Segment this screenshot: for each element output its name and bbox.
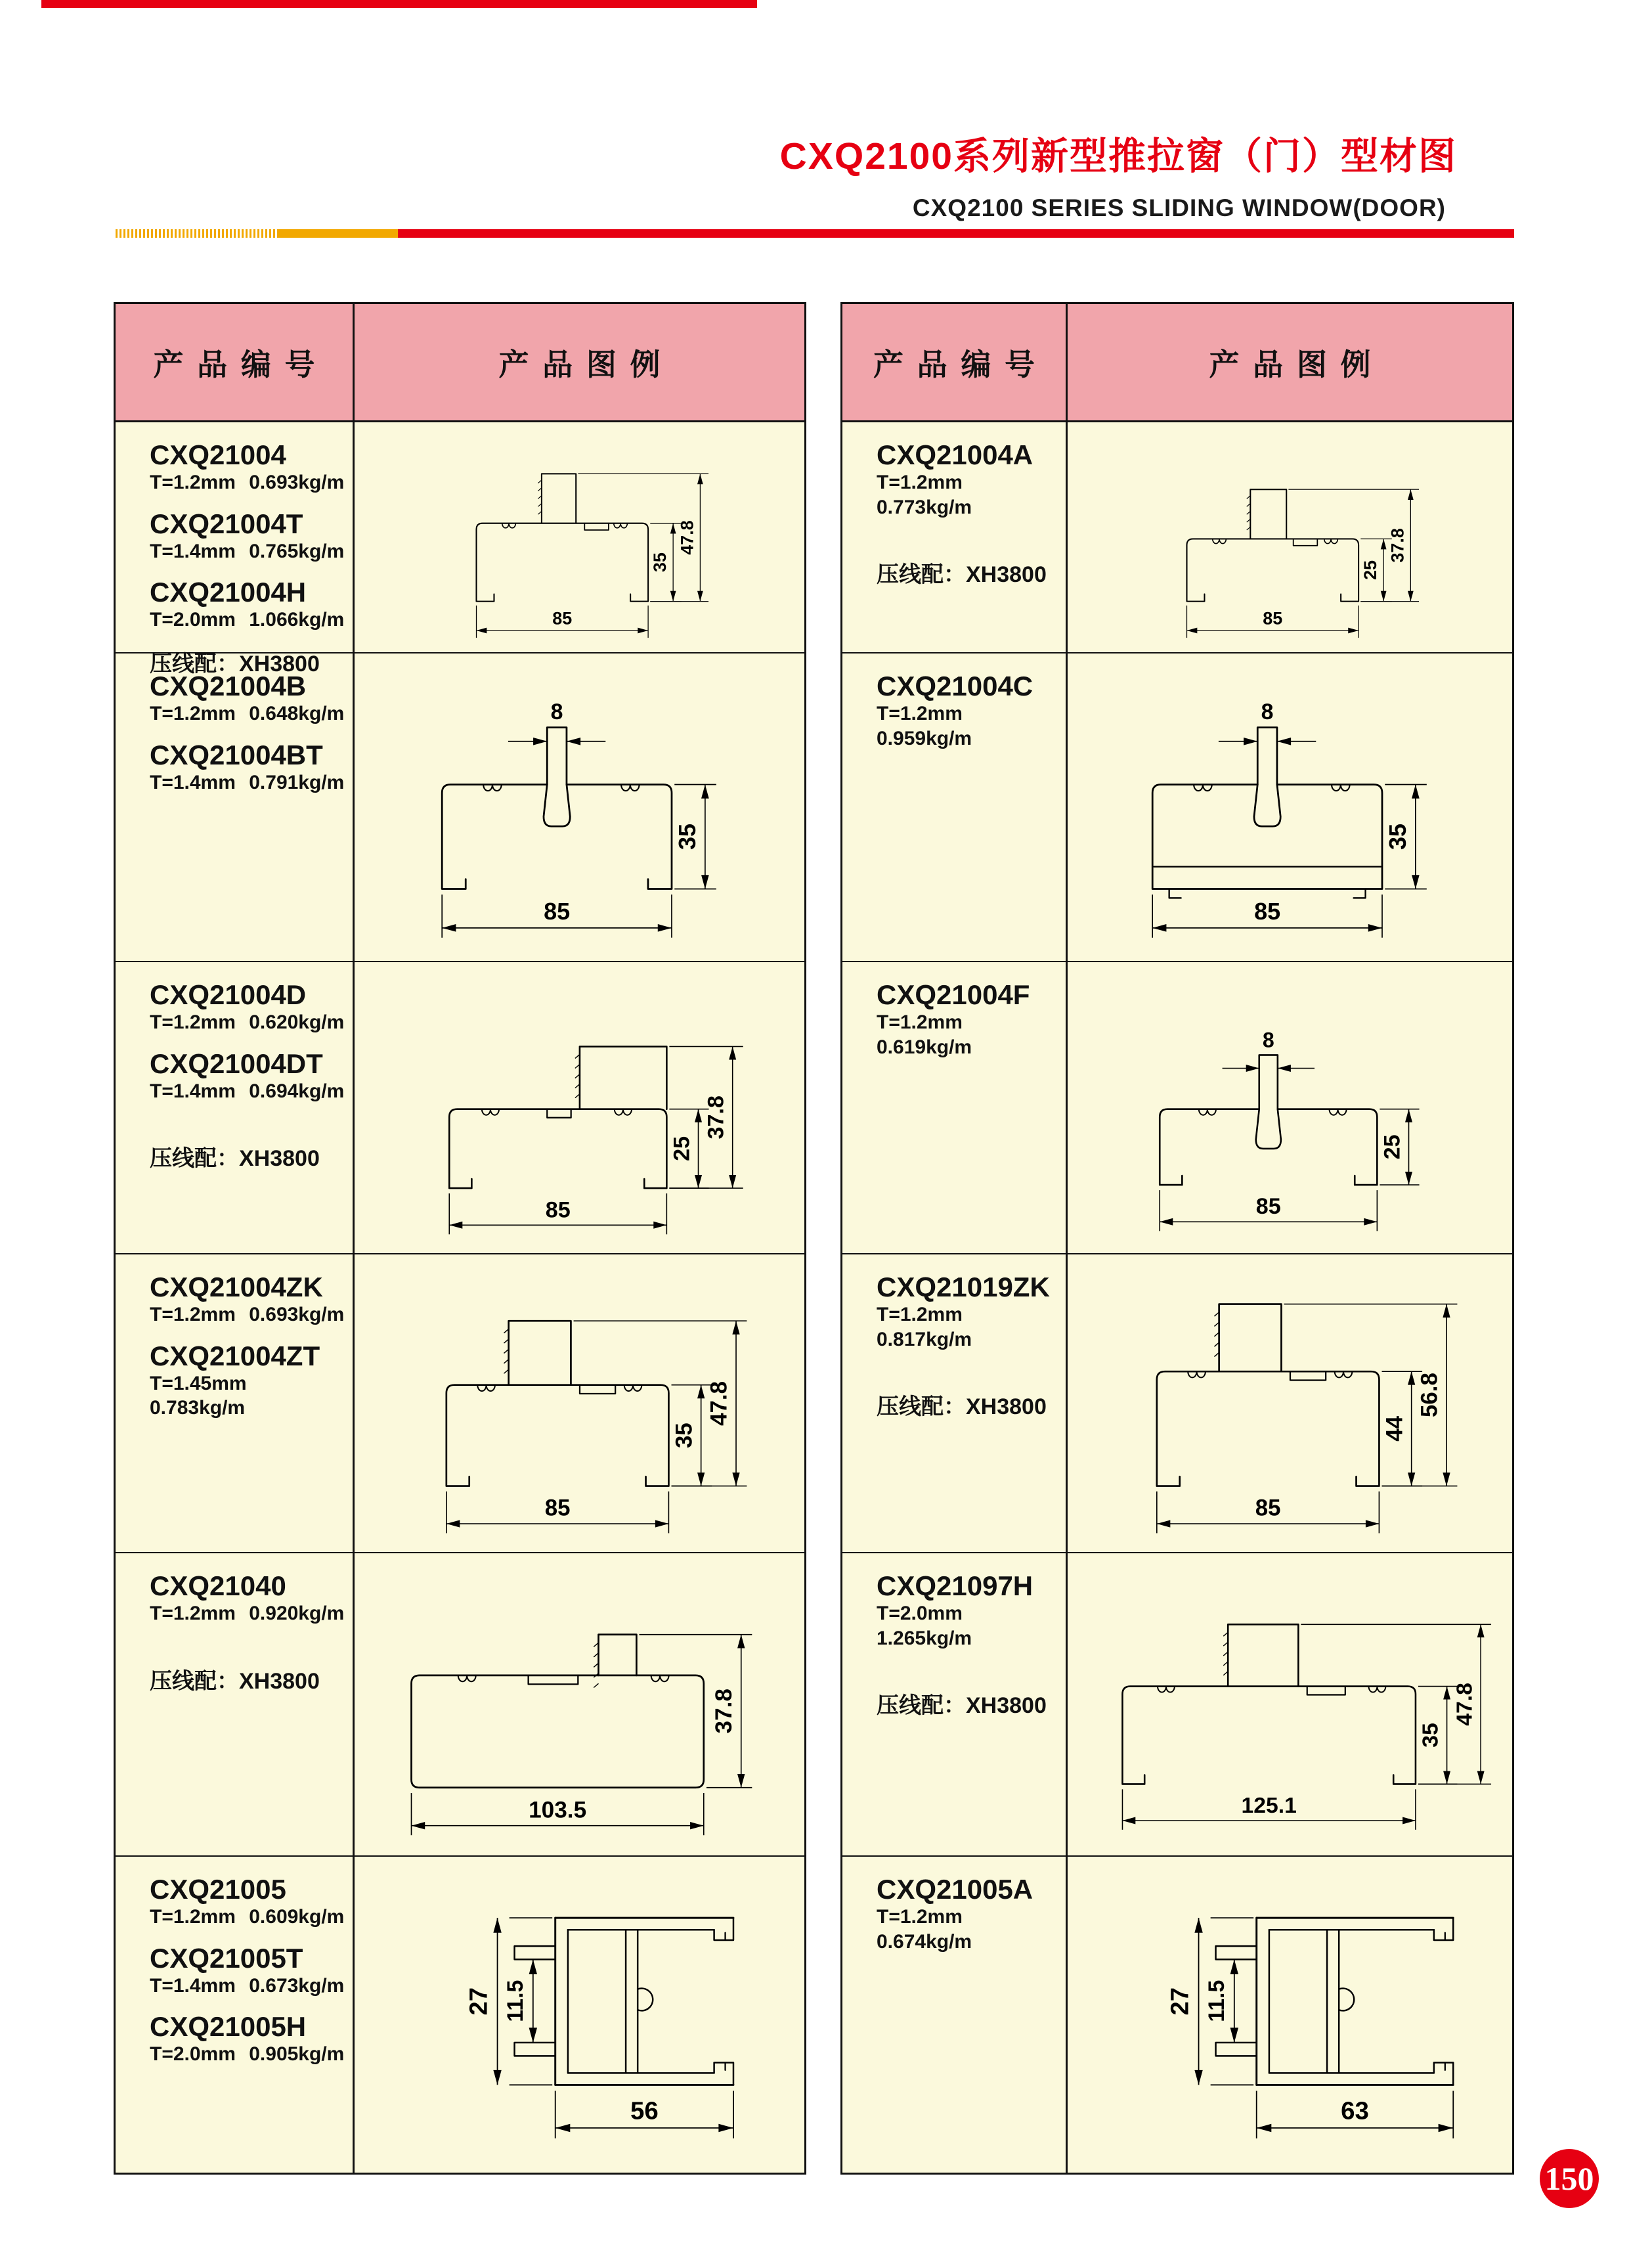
dim-label: 8 <box>1262 1028 1274 1052</box>
product-spec: T=2.0mm 1.066kg/m <box>150 609 345 631</box>
fitting-note: 压线配：XH3800 <box>150 1668 320 1694</box>
dim-label: 37.8 <box>710 1689 737 1734</box>
product-code-cell <box>116 422 355 676</box>
dim-label: 8 <box>1261 699 1274 724</box>
profile-drawing <box>1150 430 1429 646</box>
table-row <box>116 1253 804 1552</box>
table-row <box>116 652 804 961</box>
product-code: CXQ21005H <box>150 2011 307 2043</box>
fitting-note: 压线配：XH3800 <box>150 1146 320 1172</box>
header-product-code: 产品编号 <box>116 304 355 420</box>
product-spec: T=1.2mm 0.620kg/m <box>150 1011 345 1034</box>
page-subtitle: CXQ2100 SERIES SLIDING WINDOW(DOOR) <box>912 194 1446 221</box>
dim-label: 85 <box>1255 1495 1281 1521</box>
dim-label: 85 <box>544 1495 571 1521</box>
product-spec: T=1.4mm 0.694kg/m <box>150 1080 345 1102</box>
product-code-cell <box>842 1254 1068 1552</box>
profile-table-right <box>840 302 1514 2175</box>
product-code: CXQ21097H <box>877 1570 1033 1601</box>
dim-label: 47.8 <box>1451 1683 1477 1726</box>
product-diagram-cell <box>355 1254 804 1552</box>
dim-label: 47.8 <box>677 520 697 555</box>
dim-label: 85 <box>544 898 571 925</box>
product-code-cell <box>842 1857 1068 2173</box>
dim-label: 47.8 <box>706 1381 732 1426</box>
product-code: CXQ21004ZT <box>150 1340 320 1371</box>
product-entry <box>150 439 344 495</box>
product-code: CXQ21005 <box>150 1874 286 1905</box>
dim-label: 85 <box>1255 1194 1281 1220</box>
product-spec: T=2.0mm 0.905kg/m <box>150 2043 345 2066</box>
table-row <box>842 652 1512 961</box>
product-entry <box>877 1874 1058 1954</box>
product-code: CXQ21004T <box>150 508 303 539</box>
profile-drawing <box>403 1866 756 2163</box>
product-spec: T=1.2mm 0.959kg/m <box>877 703 972 749</box>
dim-label: 35 <box>650 552 670 572</box>
product-code: CXQ21004 <box>150 439 286 470</box>
product-spec: T=1.2mm 0.648kg/m <box>150 703 345 725</box>
table-row <box>842 1253 1512 1552</box>
product-code: CXQ21004ZK <box>150 1272 323 1302</box>
profile-drawing <box>1104 1866 1475 2163</box>
product-diagram-cell <box>1068 1857 1512 2173</box>
product-code: CXQ21004A <box>877 439 1033 470</box>
product-entry <box>877 1570 1058 1650</box>
dim-label: 85 <box>1263 608 1283 628</box>
profile-drawing <box>399 1264 760 1543</box>
product-entry <box>150 1048 344 1104</box>
dim-label: 125.1 <box>1241 1793 1297 1819</box>
product-diagram-cell <box>355 422 804 652</box>
product-spec: T=1.45mm 0.783kg/m <box>150 1372 247 1419</box>
product-code-cell <box>842 422 1068 652</box>
product-code: CXQ21004D <box>150 979 307 1010</box>
product-spec: T=1.4mm 0.765kg/m <box>150 540 345 562</box>
dim-label: 103.5 <box>528 1797 586 1823</box>
product-spec: T=1.2mm 0.619kg/m <box>877 1011 972 1058</box>
dim-label: 37.8 <box>1387 527 1408 563</box>
profile-drawing <box>1077 1569 1504 1840</box>
product-spec: T=1.2mm 0.693kg/m <box>150 1304 345 1326</box>
dim-label: 85 <box>545 1197 571 1223</box>
product-spec: T=1.4mm 0.673kg/m <box>150 1974 345 1997</box>
dim-label: 35 <box>1418 1723 1443 1748</box>
fitting-note: 压线配：XH3800 <box>877 1394 1047 1420</box>
decor-barcode-segment <box>116 229 277 238</box>
product-diagram-cell <box>1068 653 1512 961</box>
dim-label: 35 <box>671 1422 697 1448</box>
dim-label: 11.5 <box>1204 1980 1229 2023</box>
profile-drawing <box>440 430 718 646</box>
profile-drawing <box>393 663 766 952</box>
product-code: CXQ21004DT <box>150 1048 323 1079</box>
product-entry <box>150 671 344 726</box>
page-number: 150 <box>1544 2160 1594 2197</box>
product-code-cell <box>842 1553 1068 1855</box>
product-diagram-cell <box>1068 422 1512 652</box>
decor-red-segment <box>398 229 1514 238</box>
top-accent-bar <box>41 0 757 8</box>
profile-table-left <box>114 302 806 2175</box>
header-product-diagram: 产品图例 <box>498 347 674 382</box>
header-product-diagram: 产品图例 <box>1209 347 1385 382</box>
product-entry <box>877 439 1058 520</box>
product-entry <box>150 1874 344 1930</box>
product-code: CXQ21004BT <box>150 739 323 770</box>
product-diagram-cell <box>1068 962 1512 1253</box>
dim-label: 44 <box>1381 1415 1408 1442</box>
product-spec: T=1.2mm 0.609kg/m <box>150 1906 345 1928</box>
dim-label: 27 <box>464 1987 493 2016</box>
table-row <box>842 1855 1512 2173</box>
product-entry <box>150 1272 344 1327</box>
product-entry <box>877 671 1058 751</box>
fitting-note: 压线配：XH3800 <box>150 651 320 676</box>
product-code: CXQ21004F <box>877 979 1030 1010</box>
product-code: CXQ21040 <box>150 1570 286 1601</box>
product-spec: T=1.2mm 0.674kg/m <box>877 1906 972 1953</box>
page-title: CXQ2100系列新型推拉窗（门）型材图 <box>779 135 1457 177</box>
product-spec: T=1.2mm 0.773kg/m <box>877 472 972 518</box>
fitting-note: 压线配：XH3800 <box>877 562 1047 588</box>
dim-label: 35 <box>1383 824 1411 851</box>
product-diagram-cell <box>355 653 804 961</box>
table-row <box>116 422 804 676</box>
product-spec: T=2.0mm 1.265kg/m <box>877 1603 972 1649</box>
product-entry <box>877 979 1058 1059</box>
product-entry <box>150 979 344 1035</box>
dim-label: 85 <box>552 608 573 628</box>
profile-drawing <box>1110 1264 1470 1543</box>
product-code: CXQ21005A <box>877 1874 1033 1905</box>
product-diagram-cell <box>355 962 804 1253</box>
product-diagram-cell <box>355 1553 804 1855</box>
product-code-cell <box>842 962 1068 1253</box>
profile-drawing <box>403 971 756 1244</box>
profile-drawing <box>364 1563 796 1846</box>
profile-drawing <box>1114 971 1466 1244</box>
product-spec: T=1.2mm 0.920kg/m <box>150 1603 345 1625</box>
product-code-cell <box>116 1553 355 1855</box>
product-code: CXQ21004H <box>150 577 307 608</box>
product-diagram-cell <box>355 1857 804 2173</box>
product-entry <box>150 1570 344 1626</box>
product-diagram-cell <box>1068 1553 1512 1855</box>
product-diagram-cell <box>1068 1254 1512 1552</box>
dim-label: 37.8 <box>703 1096 729 1140</box>
dim-label: 56.8 <box>1416 1372 1443 1417</box>
dim-label: 63 <box>1341 2096 1369 2125</box>
fitting-note: 压线配：XH3800 <box>877 1693 1047 1719</box>
dim-label: 27 <box>1165 1987 1194 2016</box>
product-code-cell <box>842 653 1068 961</box>
product-code-cell <box>116 962 355 1253</box>
product-code: CXQ21005T <box>150 1942 303 1974</box>
product-code: CXQ21019ZK <box>877 1272 1050 1302</box>
product-spec: T=1.2mm 0.817kg/m <box>877 1304 972 1350</box>
table-row <box>116 1552 804 1855</box>
dim-label: 8 <box>550 699 563 724</box>
table-row <box>116 961 804 1253</box>
dim-label: 56 <box>630 2096 659 2125</box>
decor-bar <box>0 229 1652 238</box>
product-code-cell <box>116 1857 355 2173</box>
product-spec: T=1.4mm 0.791kg/m <box>150 771 345 793</box>
product-code-cell <box>116 653 355 961</box>
dim-label: 11.5 <box>503 1980 529 2023</box>
dim-label: 85 <box>1254 898 1281 925</box>
product-entry <box>150 577 344 632</box>
table-header-row <box>116 304 804 422</box>
product-entry <box>150 1340 345 1421</box>
product-entry <box>877 1272 1058 1352</box>
header-product-code: 产品编号 <box>842 304 1068 420</box>
table-header-row <box>842 304 1512 422</box>
dim-label: 25 <box>1380 1134 1405 1160</box>
table-row <box>842 961 1512 1253</box>
product-code: CXQ21004C <box>877 671 1033 701</box>
product-entry <box>150 740 344 795</box>
profile-drawing <box>1104 663 1476 952</box>
table-row <box>116 1855 804 2173</box>
dim-label: 25 <box>669 1136 695 1162</box>
dim-label: 25 <box>1360 560 1381 580</box>
table-row <box>842 422 1512 652</box>
product-code-cell <box>116 1254 355 1552</box>
product-entry <box>150 2011 344 2067</box>
page-number-badge <box>1540 2149 1599 2208</box>
table-row <box>842 1552 1512 1855</box>
product-entry <box>150 1943 344 1999</box>
product-spec: T=1.2mm 0.693kg/m <box>150 472 345 494</box>
product-code: CXQ21004B <box>150 671 307 701</box>
product-entry <box>150 508 344 564</box>
decor-yellow-segment <box>277 229 398 238</box>
dim-label: 35 <box>673 824 701 851</box>
